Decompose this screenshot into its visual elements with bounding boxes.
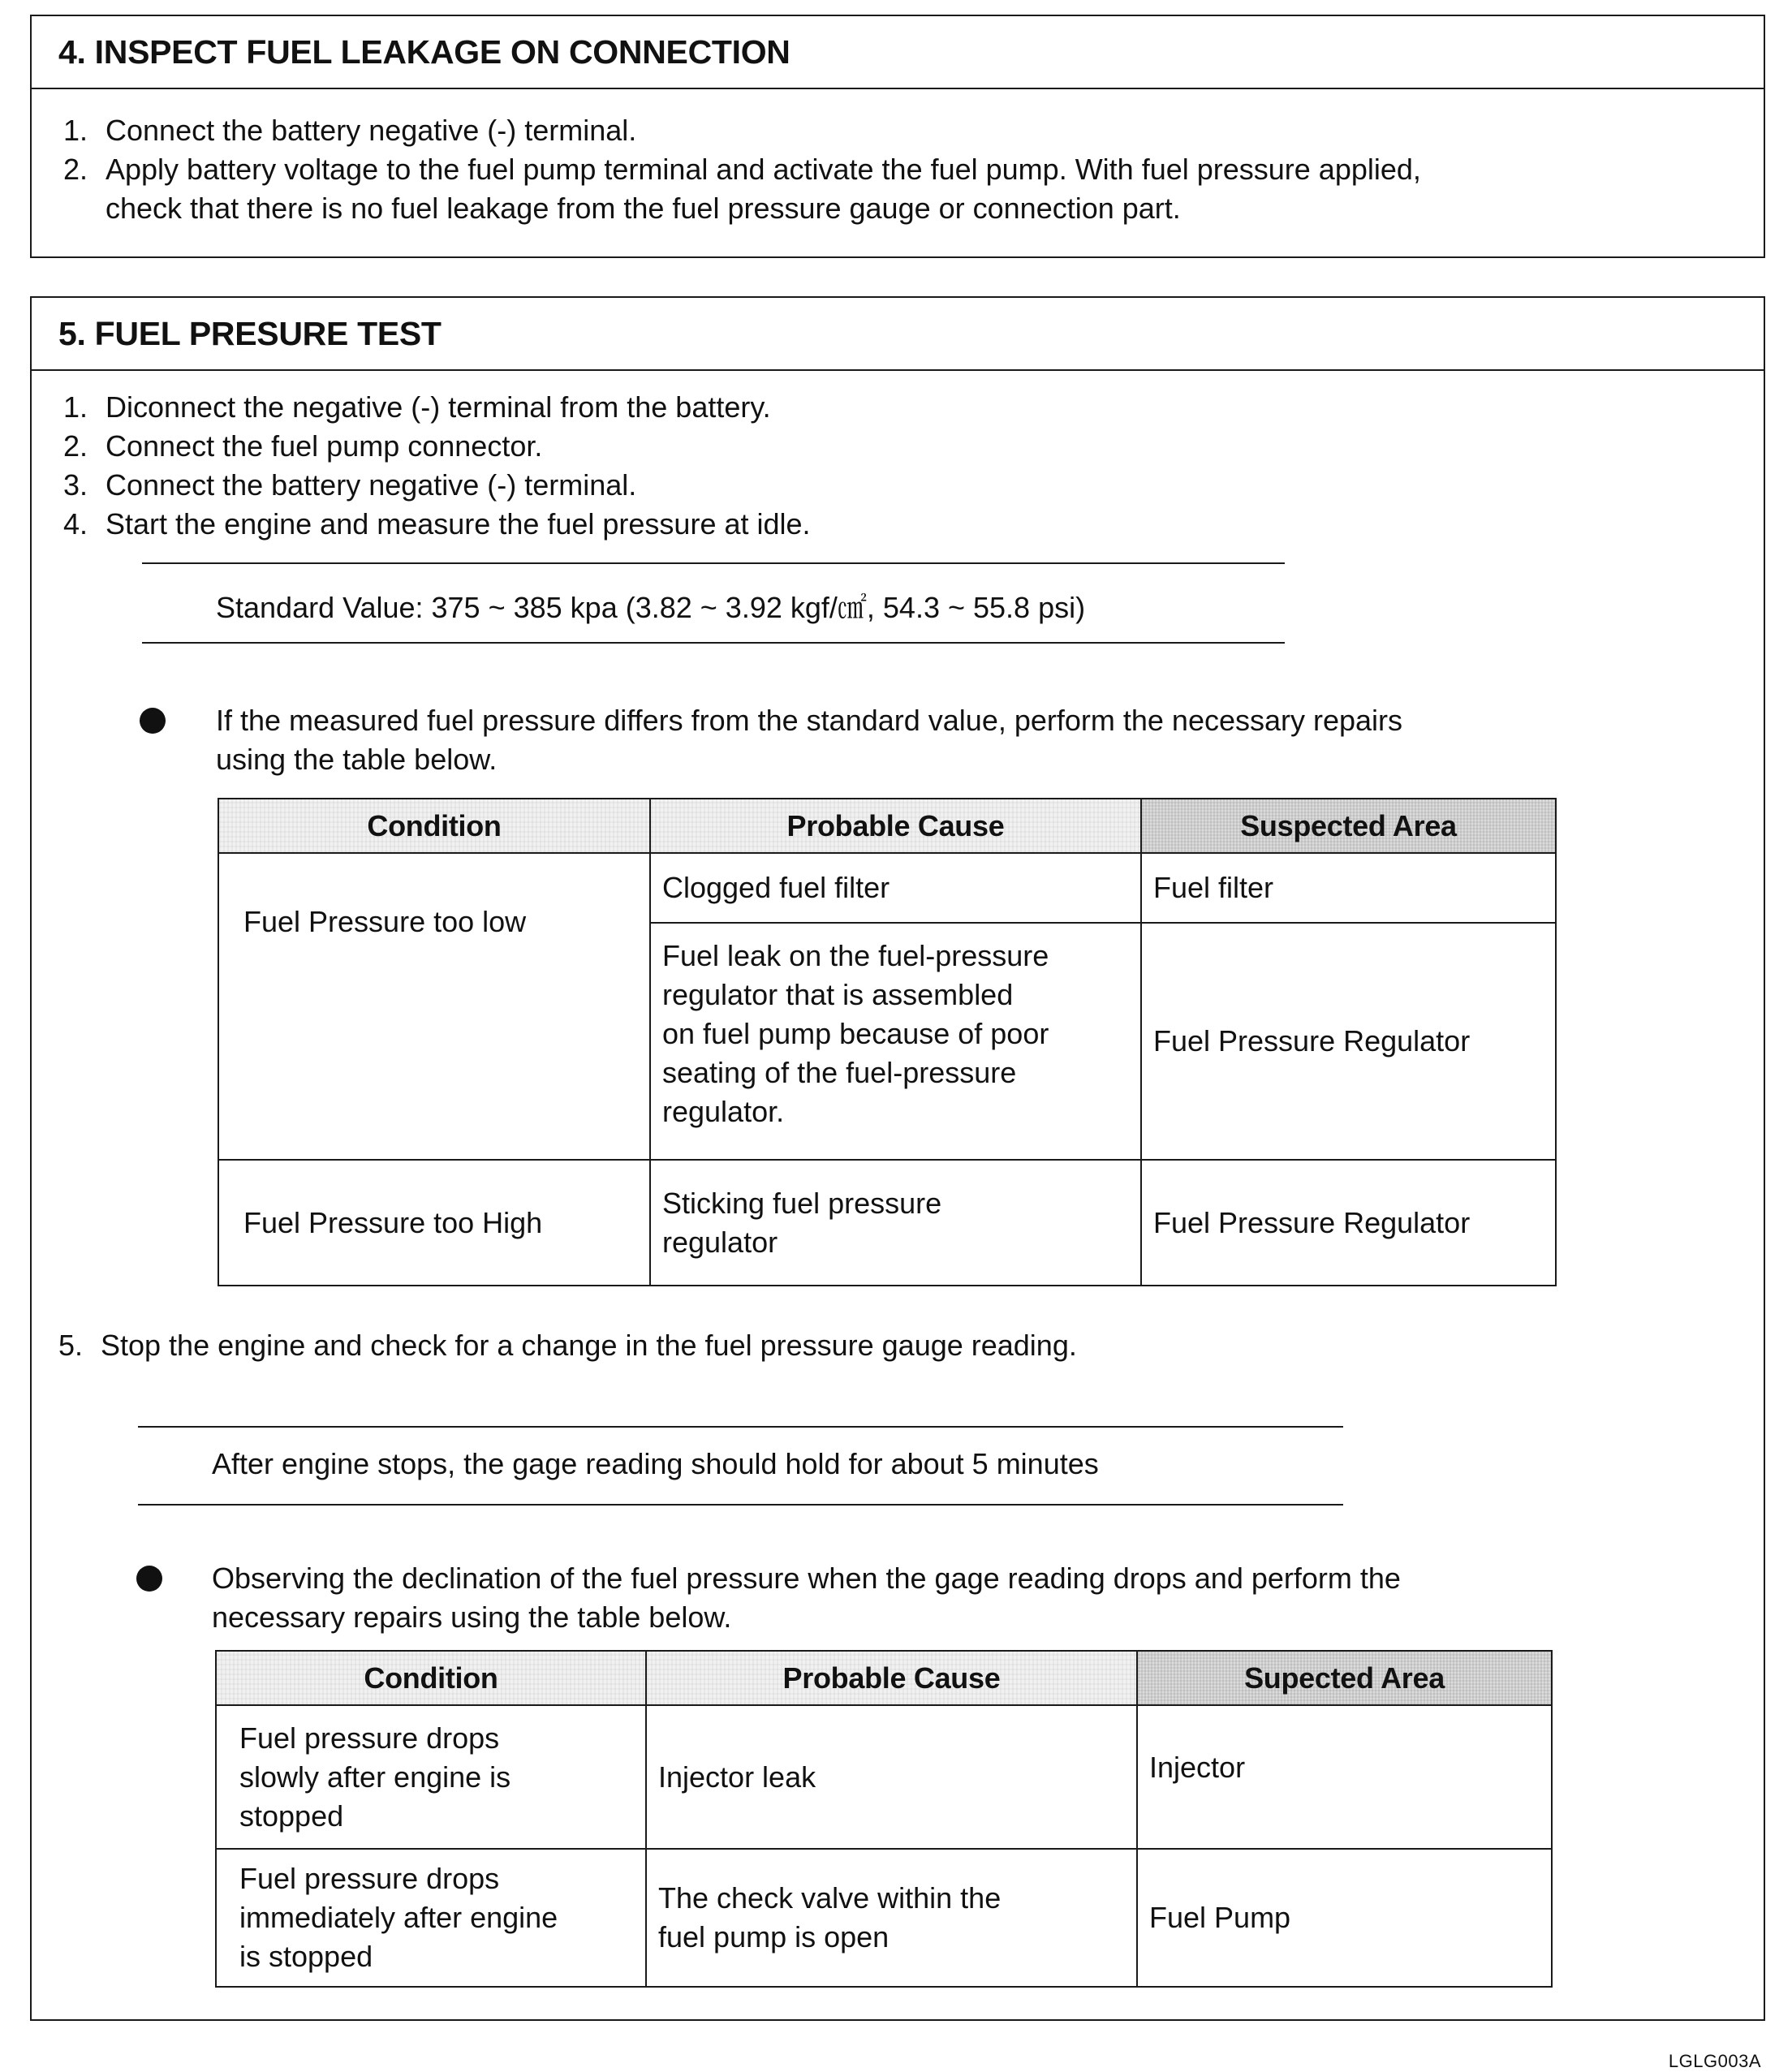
standard-value: Standard Value: 375 ~ 385 kpa (3.82 ~ 3.92 kgf/㎠, 54.3 ~ 55.8 psi) xyxy=(216,591,1086,624)
fuel-pressure-table xyxy=(218,798,1557,1286)
table-row xyxy=(218,853,1556,923)
divider xyxy=(142,562,1285,564)
step-number: 2. xyxy=(62,153,88,186)
condition-line: slowly after engine is xyxy=(239,1760,511,1794)
area-cell xyxy=(1137,1705,1552,1849)
step-text: Start the engine and measure the fuel pressure at idle. xyxy=(106,507,811,541)
divider xyxy=(138,1426,1343,1428)
table-header-row xyxy=(218,799,1556,853)
table-row xyxy=(216,1849,1552,1987)
header-condition: Condition xyxy=(216,1651,646,1705)
cause-cell xyxy=(650,853,1141,923)
area-cell xyxy=(1137,1849,1552,1987)
area-text: Fuel filter xyxy=(1153,871,1274,904)
step-text: Diconnect the negative (-) terminal from the battery. xyxy=(106,390,771,424)
header-probable-cause: Probable Cause xyxy=(650,799,1141,853)
section-4-title-text: 4. INSPECT FUEL LEAKAGE ON CONNECTION xyxy=(58,32,790,71)
header-suspected-area: Suspected Area xyxy=(1141,799,1556,853)
divider xyxy=(142,642,1285,644)
condition-cell xyxy=(216,1705,646,1849)
step-text-line-2: check that there is no fuel leakage from the fuel pressure gauge or connection part. xyxy=(106,192,1181,225)
cause-line: fuel pump is open xyxy=(658,1920,890,1954)
condition-cell xyxy=(216,1849,646,1987)
step-number: 3. xyxy=(62,468,88,502)
condition-line: immediately after engine xyxy=(239,1901,558,1934)
condition-cell xyxy=(218,853,650,1160)
cause-line: regulator. xyxy=(662,1095,785,1128)
cause-line: seating of the fuel-pressure xyxy=(662,1056,1017,1089)
area-text: Fuel Pump xyxy=(1149,1901,1291,1934)
area-text: Injector xyxy=(1149,1751,1246,1784)
cause-text: Clogged fuel filter xyxy=(662,871,890,904)
header-condition: Condition xyxy=(218,799,650,853)
section-5-title-text: 5. FUEL PRESURE TEST xyxy=(58,314,442,352)
cause-line: regulator that is assembled xyxy=(662,978,1014,1011)
condition-line: Fuel pressure drops xyxy=(239,1721,500,1755)
bullet-icon xyxy=(140,708,166,734)
step-text: Connect the battery negative (-) terminal. xyxy=(106,468,637,502)
step-text: Connect the battery negative (-) terminal. xyxy=(106,114,637,147)
area-cell xyxy=(1141,1160,1556,1286)
cause-line: regulator xyxy=(662,1225,778,1259)
cause-cell xyxy=(650,1160,1141,1286)
table-row xyxy=(216,1705,1552,1849)
area-text: Fuel Pressure Regulator xyxy=(1153,1205,1471,1239)
bullet-2-line-1: Observing the declination of the fuel pressure when the gage reading drops and perform the xyxy=(212,1562,1401,1595)
step-number: 1. xyxy=(62,114,88,147)
condition-line: Fuel pressure drops xyxy=(239,1862,500,1895)
cause-cell xyxy=(646,1849,1137,1987)
table-row xyxy=(218,1160,1556,1286)
area-cell xyxy=(1141,853,1556,923)
cause-cell xyxy=(650,923,1141,1160)
step-number: 2. xyxy=(62,429,88,463)
cause-line: Injector leak xyxy=(658,1760,816,1794)
hold-note: After engine stops, the gage reading should hold for about 5 minutes xyxy=(212,1447,1099,1480)
bullet-icon xyxy=(136,1566,162,1592)
cause-line: Fuel leak on the fuel-pressure xyxy=(662,939,1049,972)
divider xyxy=(138,1504,1343,1506)
condition-text: Fuel Pressure too low xyxy=(243,905,527,938)
condition-line: is stopped xyxy=(239,1940,373,1973)
pressure-drop-table xyxy=(215,1650,1553,1988)
step-number: 1. xyxy=(62,390,88,424)
bullet-2-line-2: necessary repairs using the table below. xyxy=(212,1600,732,1634)
step-text: Stop the engine and check for a change in the fuel pressure gauge reading. xyxy=(101,1329,1077,1362)
step-text: Connect the fuel pump connector. xyxy=(106,429,543,463)
area-cell xyxy=(1141,923,1556,1160)
bullet-2-text xyxy=(212,1559,1754,1637)
cause-line: The check valve within the xyxy=(658,1881,1002,1915)
condition-line: stopped xyxy=(239,1798,344,1833)
condition-text: Fuel Pressure too High xyxy=(243,1205,543,1239)
section-5-title xyxy=(32,298,1764,371)
area-text: Fuel Pressure Regulator xyxy=(1153,1024,1471,1058)
table-header-row xyxy=(216,1651,1552,1705)
bullet-1-line-1: If the measured fuel pressure differs from the standard value, perform the necessary repairs xyxy=(216,704,1403,737)
cause-line: Sticking fuel pressure xyxy=(662,1186,942,1220)
header-suspected-area: Supected Area xyxy=(1137,1651,1552,1705)
condition-cell xyxy=(218,1160,650,1286)
step-number: 5. xyxy=(58,1329,83,1362)
header-probable-cause: Probable Cause xyxy=(646,1651,1137,1705)
bullet-1-line-2: using the table below. xyxy=(216,743,498,776)
step-number: 4. xyxy=(62,507,88,541)
section-4-title xyxy=(32,16,1764,89)
cause-line: on fuel pump because of poor xyxy=(662,1017,1049,1050)
figure-code: LGLG003A xyxy=(1668,2051,1761,2071)
cause-cell xyxy=(646,1705,1137,1849)
bullet-1-text xyxy=(216,701,1758,779)
step-text-line-1: Apply battery voltage to the fuel pump terminal and activate the fuel pump. With fuel pressure applied, xyxy=(106,153,1421,186)
